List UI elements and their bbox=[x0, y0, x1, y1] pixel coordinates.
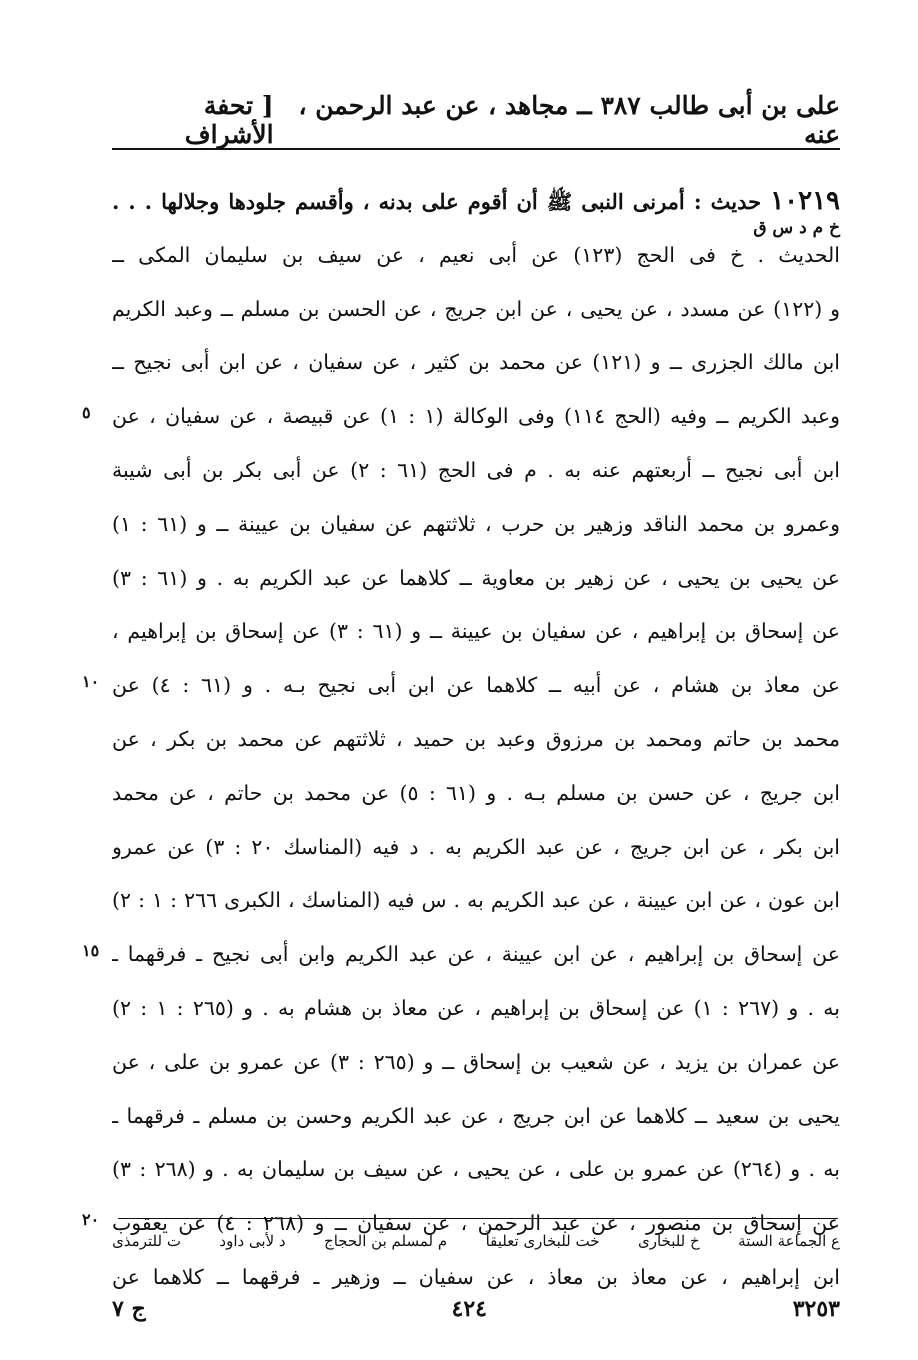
hadith-text-block bbox=[0, 178, 918, 1308]
text-line bbox=[0, 608, 918, 662]
line-number: ٢٠ bbox=[82, 1210, 100, 1230]
header-book-title: [ تحفة الأشراف bbox=[184, 91, 274, 149]
text-line bbox=[0, 1093, 918, 1147]
text-line bbox=[0, 501, 918, 555]
text-line bbox=[0, 1146, 918, 1200]
volume-number: ج ٧ bbox=[112, 1296, 146, 1322]
line-text: محمد بن حاتم ومحمد بن مرزوق وعبد بن حميد ، ثلاثتهم عن محمد بن بكر ، عن bbox=[112, 726, 840, 751]
abbreviation-item: ت للترمذى bbox=[112, 1232, 181, 1250]
page-footer bbox=[112, 1296, 840, 1322]
line-number: ١٠ bbox=[82, 672, 100, 692]
line-text: ابن عون ، عن ابن عيينة ، عن عبد الكريم به . س فيه (المناسك ، الكبرى ٢٦٦ : ١ : ٢) bbox=[112, 888, 840, 913]
text-line bbox=[0, 286, 918, 340]
line-text: ابن جريج ، عن حسن بن مسلم بـه . و (٦١ : ٥) عن محمد بن حاتم ، عن محمد bbox=[112, 780, 840, 805]
line-text: الحديث . خ فى الحج (١٢٣) عن أبى نعيم ، عن سيف بن سليمان المكى ــ bbox=[112, 242, 840, 267]
text-line bbox=[0, 232, 918, 286]
abbreviation-item: خ للبخارى bbox=[637, 1232, 700, 1250]
line-text: عن إسحاق بن منصور ، عن عبد الرحمن ، عن سفيان ــ و (٢٦٨ : ٤) عن يعقوب bbox=[112, 1211, 840, 1236]
line-text: يحيى بن سعيد ــ كلاهما عن ابن جريج ، عن عبد الكريم وحسن بن مسلم ـ فرقهما ـ bbox=[112, 1103, 840, 1128]
line-text: ابن إبراهيم ، عن معاذ بن معاذ ، عن سفيان ــ وزهير ـ فرقهما ــ كلاهما عن bbox=[112, 1264, 840, 1289]
abbreviation-item: د لأبى داود bbox=[219, 1232, 286, 1250]
line-text: عن يحيى بن يحيى ، عن زهير بن معاوية ــ كلاهما عن عبد الكريم به . و (٦١ : ٣) bbox=[112, 565, 840, 590]
line-text: حديث : أمرنى النبى ﷺ أن أقوم على بدنه ، وأقسم جلودها وجلالها . . . bbox=[112, 189, 762, 214]
line-text: ابن أبى نجيح ــ أربعتهم عنه به . م فى الحج (٦١ : ٢) عن أبى بكر بن أبى شيبة bbox=[112, 457, 840, 482]
text-line bbox=[0, 824, 918, 878]
line-number: ٥ bbox=[82, 403, 91, 423]
line-text: به . و (٢٦٤) عن عمرو بن على ، عن يحيى ، عن سيف بن سليمان به . و (٢٦٨ : ٣) bbox=[112, 1157, 840, 1182]
text-line bbox=[0, 985, 918, 1039]
reference-number: ٣٢٥٣ bbox=[792, 1296, 840, 1322]
line-text: عن معاذ بن هشام ، عن أبيه ــ كلاهما عن ابن أبى نجيح بـه . و (٦١ : ٤) عن bbox=[112, 673, 840, 698]
text-line bbox=[0, 555, 918, 609]
text-line bbox=[0, 178, 918, 238]
footnote-rule bbox=[118, 1218, 838, 1219]
line-text: وعبد الكريم ــ وفيه (الحج ١١٤) وفى الوكالة (١ : ١) عن قبيصة ، عن سفيان ، عن bbox=[112, 404, 840, 429]
text-line bbox=[0, 770, 918, 824]
line-text: عن عمران بن يزيد ، عن شعيب بن إسحاق ــ و (٢٦٥ : ٣) عن عمرو بن على ، عن bbox=[112, 1049, 840, 1074]
line-text: و (١٢٢) عن مسدد ، عن يحيى ، عن ابن جريج ، عن الحسن بن مسلم ــ وعبد الكريم bbox=[112, 296, 840, 321]
text-line bbox=[0, 931, 918, 985]
hadith-opening-line bbox=[112, 184, 840, 219]
line-text: به . و (٢٦٧ : ١) عن إسحاق بن إبراهيم ، عن معاذ بن هشام به . و (٢٦٥ : ١ : ٢) bbox=[112, 995, 840, 1020]
text-line bbox=[0, 662, 918, 716]
line-number: ١٥ bbox=[82, 941, 100, 961]
text-line bbox=[0, 393, 918, 447]
text-line bbox=[0, 339, 918, 393]
abbreviation-item: ع الجماعة الستة bbox=[738, 1232, 840, 1250]
page-number: ٤٢٤ bbox=[451, 1296, 487, 1322]
source-sigla: خ م د س ق bbox=[753, 218, 840, 238]
line-text: ابن بكر ، عن ابن جريج ، عن عبد الكريم به . د فيه (المناسك ٢٠ : ٣) عن عمرو bbox=[112, 834, 840, 859]
text-line bbox=[0, 877, 918, 931]
line-text: ابن مالك الجزرى ــ و (١٢١) عن محمد بن كثير ، عن سفيان ، عن ابن أبى نجيح ــ bbox=[112, 350, 840, 375]
line-text: عن إسحاق بن إبراهيم ، عن ابن عيينة ، عن عبد الكريم وابن أبى نجيح ـ فرقهما ـ bbox=[112, 942, 840, 967]
text-line bbox=[0, 1039, 918, 1093]
running-header bbox=[112, 91, 840, 149]
hadith-number: ١٠٢١٩ bbox=[770, 186, 840, 216]
line-text: وعمرو بن محمد الناقد وزهير بن حرب ، ثلاثتهم عن سفيان بن عيينة ــ و (٦١ : ١) bbox=[112, 511, 840, 536]
header-title: على بن أبى طالب ٣٨٧ ــ مجاهد ، عن عبد الرحمن ، عنه bbox=[298, 91, 840, 149]
abbreviation-key bbox=[112, 1232, 840, 1250]
abbreviation-item: م لمسلم بن الحجاج bbox=[324, 1232, 448, 1250]
text-line bbox=[0, 716, 918, 770]
abbreviation-item: خت للبخارى تعليقاً bbox=[485, 1232, 600, 1250]
header-rule bbox=[112, 148, 840, 150]
text-line bbox=[0, 447, 918, 501]
line-text: عن إسحاق بن إبراهيم ، عن سفيان بن عيينة ــ و (٦١ : ٣) عن إسحاق بن إبراهيم ، bbox=[112, 619, 840, 644]
